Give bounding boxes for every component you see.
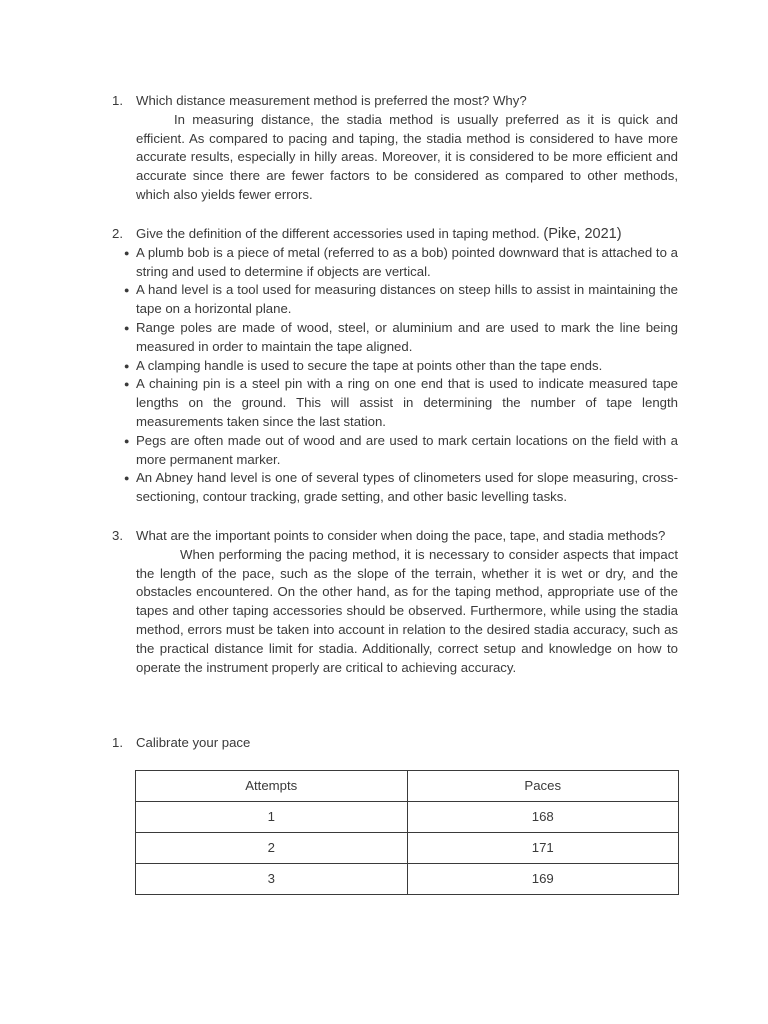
question-1-text: Which distance measurement method is preferred the most? Why? — [136, 93, 527, 108]
list-item: ● A plumb bob is a piece of metal (referred to as a bob) pointed downward that is attached to a string and used to determine if objects are vertical. — [112, 244, 678, 282]
paces-cell: 169 — [407, 864, 679, 895]
list-item: ● An Abney hand level is one of several types of clinometers used for slope measuring, cross-sectioning, contour tracking, grade setting, and other basic levelling tasks. — [112, 469, 678, 507]
paces-cell: 171 — [407, 833, 679, 864]
pace-table — [135, 770, 679, 895]
table-row — [136, 864, 679, 895]
task-1 — [112, 734, 678, 753]
question-2-line — [136, 225, 678, 244]
list-item: ● Pegs are often made out of wood and are used to mark certain locations on the field with a more permanent marker. — [112, 432, 678, 470]
header-paces: Paces — [407, 771, 679, 802]
attempt-cell: 1 — [136, 802, 408, 833]
paces-cell: 168 — [407, 802, 679, 833]
question-1-number: 1. — [112, 93, 123, 108]
table-row — [136, 833, 679, 864]
question-2 — [112, 225, 678, 507]
question-3 — [112, 527, 678, 677]
question-1 — [112, 92, 678, 205]
list-item: ● A chaining pin is a steel pin with a ring on one end that is used to indicate measured tape lengths on the ground. This will assist in determining the number of tape length measurements taken since the last station. — [112, 375, 678, 431]
question-3-number: 3. — [112, 528, 123, 543]
question-1-answer: In measuring distance, the stadia method is usually preferred as it is quick and efficient. As compared to pacing and taping, the stadia method is considered to have more accurate results, especially in hilly areas. Moreover, it is considered to be more efficient and accurate since there are fewer factors to be considered as compared to other methods, which also yields fewer errors. — [136, 111, 678, 202]
task-1-number: 1. — [112, 735, 123, 750]
accessories-list — [112, 244, 678, 507]
list-item: ● Range poles are made of wood, steel, or aluminium and are used to mark the line being measured in order to maintain the tape aligned. — [112, 319, 678, 357]
header-attempts: Attempts — [136, 771, 408, 802]
table-row — [136, 802, 679, 833]
list-item: ● A hand level is a tool used for measuring distances on steep hills to assist in maintaining the tape on a horizontal plane. — [112, 281, 678, 319]
question-2-text: Give the definition of the different accessories used in taping method. — [136, 226, 540, 241]
question-2-number: 2. — [112, 226, 123, 241]
table-header-row — [136, 771, 679, 802]
attempt-cell: 3 — [136, 864, 408, 895]
question-3-text: What are the important points to consider when doing the pace, tape, and stadia methods? — [136, 528, 666, 543]
task-1-title: Calibrate your pace — [136, 735, 251, 750]
list-item: ● A clamping handle is used to secure the tape at points other than the tape ends. — [112, 357, 678, 376]
question-2-citation: (Pike, 2021) — [543, 226, 622, 242]
attempt-cell: 2 — [136, 833, 408, 864]
question-3-answer: When performing the pacing method, it is necessary to consider aspects that impact the length of the pace, such as the slope of the terrain, whether it is wet or dry, and the obstacles encountered. On the other hand, as for the taping method, appropriate use of the tapes and other taping accessories should be observed. Furthermore, while using the stadia method, errors must be taken into account in relation to the desired stadia accuracy, such as the practical distance limit for stadia. Additionally, correct setup and knowledge on how to operate the instrument properly are critical to achieving accuracy. — [136, 546, 678, 675]
